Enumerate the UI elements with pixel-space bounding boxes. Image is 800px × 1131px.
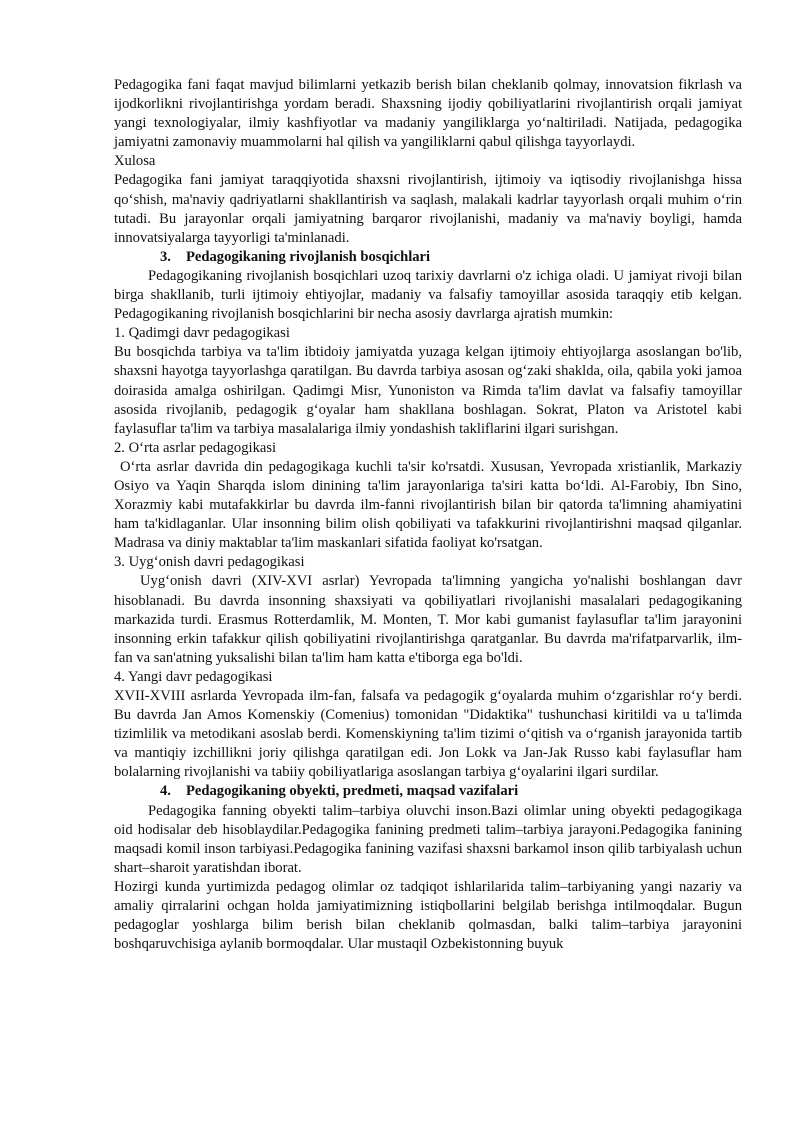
subheading-middle-ages: 2. Oʻrta asrlar pedagogikasi <box>114 439 277 456</box>
paragraph-ancient-period: Bu bosqichda tarbiya va ta'lim ibtidoiy jamiyatda yuzaga kelgan ijtimoiy ehtiyojlarga asoslangan bo'lib, shaxsni hayotga tayyorlashga qaratilgan. Bu davrda tarbiya asosan ogʻzaki shaklda, oila, qabila yoki jamoa doirasida amalga oshirilgan. Qadimgi Misr, Yunoniston va Rimda ta'lim davlat va falsafiy tamoyillar asosida rivojlanib, pedagogik gʻoyalar ham shakllana boshlagan. Sokrat, Platon va Aristotel kabi faylasuflar ta'lim va tarbiya masalalariga ilmiy yondashish takliflarini ilgari surishgan. <box>114 344 742 437</box>
xulosa-heading: Xulosa <box>114 153 156 170</box>
section-4-heading <box>114 782 742 801</box>
subheading-ancient-period: 1. Qadimgi davr pedagogikasi <box>114 325 290 342</box>
paragraph-middle-ages: Oʻrta asrlar davrida din pedagogikaga kuchli ta'sir ko'rsatdi. Xususan, Yevropada xristianlik, Markaziy Osiyo va Yaqin Sharqda islom dinining ta'lim jarayonlariga ta'siri katta boʻldi. Al-Farobiy, Ibn Sino, Xorazmiy kabi mutafakkirlar bu davrda ilm-fanni rivojlantirish bilan bir qatorda ta'limning ahamiyatini ham ta'kidlaganlar. Ular insonning bilim olish qobiliyati va tafakkurini rivojlantirishni maqsad qilganlar. Madrasa va diniy maktablar ta'lim maskanlari sifatida faoliyat ko'rsatgan. <box>114 458 742 552</box>
xulosa-paragraph: Pedagogika fani jamiyat taraqqiyotida shaxsni rivojlantirish, ijtimoiy va iqtisodiy rivojlanishga hissa qoʻshish, ma'naviy qadriyatlarni shakllantirish va saqlash, malakali kadrlar tayyorlash orqali muhim oʻrin tutadi. Bu jarayonlar orqali jamiyatning barqaror rivojlanishi, madaniy va ma'naviy boyligi, hamda innovatsiyalarga tayyorligi ta'minlanadi. <box>114 172 742 246</box>
section-3-intro-paragraph: Pedagogikaning rivojlanish bosqichlari uzoq tarixiy davrlarni o'z ichiga oladi. U jamiyat rivoji bilan birga shakllanib, turli ijtimoiy ehtiyojlar, madaniy va falsafiy tamoyillar asosida taraqqiy etib kelgan. Pedagogikaning rivojlanish bosqichlarini bir necha asosiy davrlarga ajratish mumkin: <box>114 267 742 323</box>
subheading-renaissance: 3. Uygʻonish davri pedagogikasi <box>114 554 305 571</box>
section-4-paragraph-1: Pedagogika fanning obyekti talim–tarbiya oluvchi inson.Bazi olimlar uning obyekti pedagogikaga oid hodisalar deb hisoblaydilar.Pedagogika fanining predmeti talim–tarbiya jarayoni.Pedagogika fanining maqsadi komil inson tarbiyasi.Pedagogika fanining vazifasi shaxsni barkamol inson qilib tarbiyalash uchun shart–sharoit yaratishdan iborat. <box>114 802 742 876</box>
section-3-number: 3. <box>160 248 171 265</box>
section-4-number: 4. <box>160 783 171 800</box>
paragraph-modern-period: XVII-XVIII asrlarda Yevropada ilm-fan, falsafa va pedagogik gʻoyalarda muhim oʻzgarishlar roʻy berdi. Bu davrda Jan Amos Komenskiy (Comenius) tomonidan "Didaktika" tushunchasi kiritildi va u ta'limda tizimlilik va metodikani asoslab berdi. Komenskiyning ta'lim tizimi oʻqitish va oʻrganish jarayonida tartib va mantiqiy izchillikni joriy qilishga qaratilgan edi. Jon Lokk va Jan-Jak Russo kabi faylasuflar ham bolalarning rivojlanishi va tabiiy qobiliyatlariga asoslangan tarbiya gʻoyalarini ilgari surdilar. <box>114 688 742 781</box>
paragraph-renaissance: Uygʻonish davri (XIV-XVI asrlar) Yevropada ta'limning yangicha yo'nalishi boshlangan davr hisoblanadi. Bu davrda insonning shaxsiyati va qobiliyatlari rivojlanishi masalalari pedagogikaning markazida turdi. Erasmus Rotterdamlik, M. Monten, T. Mor kabi gumanist faylasuflar ta'lim jarayonini insonning erkin tafakkur qilish qobiliyatini rivojlantirishga qaratganlar. Bu davrda ma'rifatparvarlik, ilm-fan va san'atning yuksalishi bilan ta'lim ham katta e'tiborga ega bo'ldi. <box>114 573 742 666</box>
document-page <box>114 76 742 954</box>
section-4-title: Pedagogikaning obyekti, predmeti, maqsad vazifalari <box>186 783 519 800</box>
section-4-paragraph-2: Hozirgi kunda yurtimizda pedagog olimlar oz tadqiqot ishlarilarida talim–tarbiyaning yangi nazariy va amaliy qirralarini ochgan holda jamiyatimizning istiqbollarini belgilab berishga intilmoqdalar. Bugun pedagoglar yoshlarga bilim berish bilan cheklanib qolmasdan, balki talim–tarbiya jarayonini boshqaruvchisiga aylanib bormoqdalar. Ular mustaqil Ozbekistonning buyuk <box>114 878 742 953</box>
subheading-modern-period: 4. Yangi davr pedagogikasi <box>114 668 273 685</box>
section-3-title: Pedagogikaning rivojlanish bosqichlari <box>186 248 431 265</box>
section-3-heading <box>114 248 742 267</box>
intro-paragraph: Pedagogika fani faqat mavjud bilimlarni yetkazib berish bilan cheklanib qolmay, innovatsion fikrlash va ijodkorlikni rivojlantirishga yordam beradi. Shaxsning ijodiy qobiliyatlarini rivojlantirish orqali jamiyat yangi texnologiyalar, ilmiy kashfiyotlar va madaniy yangiliklarga yoʻnaltiriladi. Natijada, pedagogika jamiyatni zamonaviy muammolarni hal qilish va yangiliklarni qabul qilishga tayyorlaydi. <box>114 77 742 151</box>
